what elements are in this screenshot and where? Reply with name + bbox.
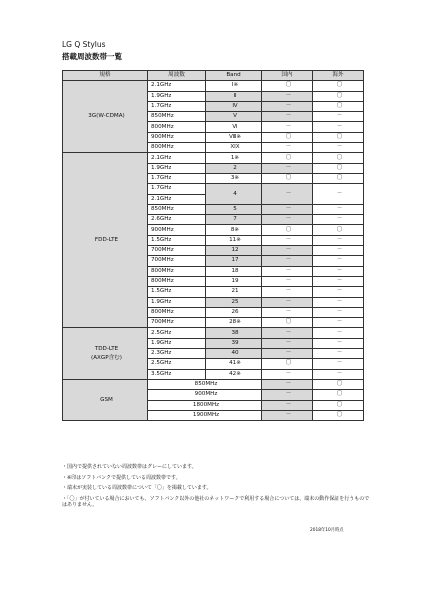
frequency-cell: 1.5GHz bbox=[148, 235, 206, 245]
domestic-cell: － bbox=[262, 143, 313, 153]
band-cell: 25 bbox=[206, 297, 262, 307]
band-cell: 2 bbox=[206, 163, 262, 173]
overseas-cell: 〇 bbox=[313, 153, 364, 163]
band-cell: Ⅴ bbox=[206, 112, 262, 122]
overseas-cell: － bbox=[313, 369, 364, 379]
frequency-cell: 1.9GHz bbox=[148, 338, 206, 348]
band-cell: 19 bbox=[206, 276, 262, 286]
domestic-cell: － bbox=[262, 215, 313, 225]
domestic-cell: － bbox=[262, 204, 313, 214]
note-3: ・端末が実装している周波数帯について「〇」を掲載しています。 bbox=[62, 485, 212, 491]
overseas-cell: 〇 bbox=[313, 379, 364, 389]
overseas-cell: － bbox=[313, 266, 364, 276]
frequency-cell: 1.7GHz bbox=[148, 101, 206, 111]
frequency-cell: 1.9GHz bbox=[148, 91, 206, 101]
standard-cell: 3G(W-CDMA) bbox=[63, 81, 148, 153]
domestic-cell: 〇 bbox=[262, 81, 313, 91]
band-cell: XIX bbox=[206, 143, 262, 153]
domestic-cell: － bbox=[262, 276, 313, 286]
band-cell: 38 bbox=[206, 328, 262, 338]
frequency-cell: 700MHz bbox=[148, 256, 206, 266]
band-cell: Ⅵ bbox=[206, 122, 262, 132]
domestic-cell: － bbox=[262, 266, 313, 276]
domestic-cell: － bbox=[262, 256, 313, 266]
band-cell: 4 bbox=[206, 184, 262, 205]
overseas-cell: － bbox=[313, 349, 364, 359]
domestic-cell: － bbox=[262, 369, 313, 379]
band-cell: Ⅳ bbox=[206, 101, 262, 111]
band-cell: 41※ bbox=[206, 359, 262, 369]
overseas-cell: － bbox=[313, 297, 364, 307]
frequency-cell: 1.7GHz bbox=[148, 184, 206, 194]
domestic-cell: － bbox=[262, 328, 313, 338]
header-overseas: 海外 bbox=[313, 71, 364, 81]
domestic-cell: 〇 bbox=[262, 173, 313, 183]
band-cell: 12 bbox=[206, 246, 262, 256]
band-cell: 11※ bbox=[206, 235, 262, 245]
frequency-cell: 1.9GHz bbox=[148, 297, 206, 307]
band-cell: 40 bbox=[206, 349, 262, 359]
table-row bbox=[63, 81, 364, 91]
domestic-cell: 〇 bbox=[262, 318, 313, 328]
domestic-cell: － bbox=[262, 101, 313, 111]
domestic-cell: － bbox=[262, 184, 313, 205]
domestic-cell: － bbox=[262, 410, 313, 420]
band-cell: 17 bbox=[206, 256, 262, 266]
frequency-cell: 700MHz bbox=[148, 318, 206, 328]
domestic-cell: － bbox=[262, 307, 313, 317]
overseas-cell: 〇 bbox=[313, 132, 364, 142]
frequency-cell: 850MHz bbox=[148, 204, 206, 214]
frequency-cell: 3.5GHz bbox=[148, 369, 206, 379]
domestic-cell: － bbox=[262, 235, 313, 245]
frequency-cell: 2.5GHz bbox=[148, 328, 206, 338]
band-cell: 5 bbox=[206, 204, 262, 214]
band-cell: 42※ bbox=[206, 369, 262, 379]
frequency-cell: 900MHz bbox=[148, 390, 262, 400]
standard-cell: GSM bbox=[63, 379, 148, 420]
overseas-cell: － bbox=[313, 122, 364, 132]
frequency-cell: 800MHz bbox=[148, 143, 206, 153]
frequency-cell: 2.3GHz bbox=[148, 349, 206, 359]
band-cell: 26 bbox=[206, 307, 262, 317]
note-2: ・※印はソフトバンクで提供している周波数帯です。 bbox=[62, 474, 181, 481]
frequency-cell: 1.7GHz bbox=[148, 173, 206, 183]
overseas-cell: － bbox=[313, 235, 364, 245]
table-row bbox=[63, 153, 364, 163]
overseas-cell: 〇 bbox=[313, 410, 364, 420]
overseas-cell: 〇 bbox=[313, 400, 364, 410]
band-cell: Ⅷ※ bbox=[206, 132, 262, 142]
domestic-cell: － bbox=[262, 122, 313, 132]
frequency-cell: 2.6GHz bbox=[148, 215, 206, 225]
overseas-cell: 〇 bbox=[313, 101, 364, 111]
overseas-cell: － bbox=[313, 359, 364, 369]
domestic-cell: － bbox=[262, 390, 313, 400]
frequency-cell: 1.9GHz bbox=[148, 163, 206, 173]
frequency-cell: 900MHz bbox=[148, 132, 206, 142]
table-header-row bbox=[63, 71, 364, 81]
domestic-cell: － bbox=[262, 338, 313, 348]
frequency-band-table bbox=[62, 70, 364, 421]
frequency-cell: 850MHz bbox=[148, 112, 206, 122]
frequency-cell: 2.1GHz bbox=[148, 81, 206, 91]
domestic-cell: － bbox=[262, 112, 313, 122]
overseas-cell: － bbox=[313, 204, 364, 214]
domestic-cell: 〇 bbox=[262, 132, 313, 142]
document-title: LG Q Stylus bbox=[62, 40, 106, 49]
header-band: Band bbox=[206, 71, 262, 81]
band-cell: 3※ bbox=[206, 173, 262, 183]
frequency-cell: 1900MHz bbox=[148, 410, 262, 420]
frequency-cell: 2.1GHz bbox=[148, 153, 206, 163]
domestic-cell: － bbox=[262, 163, 313, 173]
table-row bbox=[63, 328, 364, 338]
note-4: ・「〇」が付いている場合においても、ソフトバンク以外の他社のネットワークで利用する場合については、端末の動作保証を行うものではありません。 bbox=[62, 495, 370, 508]
overseas-cell: － bbox=[313, 256, 364, 266]
header-standard: 規格 bbox=[63, 71, 148, 81]
domestic-cell: 〇 bbox=[262, 359, 313, 369]
overseas-cell: － bbox=[313, 338, 364, 348]
overseas-cell: － bbox=[313, 215, 364, 225]
frequency-cell: 850MHz bbox=[148, 379, 262, 389]
domestic-cell: － bbox=[262, 297, 313, 307]
band-cell: 39 bbox=[206, 338, 262, 348]
frequency-cell: 2.1GHz bbox=[148, 194, 206, 204]
domestic-cell: 〇 bbox=[262, 153, 313, 163]
domestic-cell: － bbox=[262, 379, 313, 389]
overseas-cell: － bbox=[313, 143, 364, 153]
domestic-cell: － bbox=[262, 287, 313, 297]
frequency-cell: 900MHz bbox=[148, 225, 206, 235]
overseas-cell: － bbox=[313, 246, 364, 256]
domestic-cell: － bbox=[262, 400, 313, 410]
standard-cell: FDD-LTE bbox=[63, 153, 148, 328]
notes bbox=[62, 464, 372, 513]
overseas-cell: － bbox=[313, 112, 364, 122]
frequency-cell: 2.5GHz bbox=[148, 359, 206, 369]
domestic-cell: － bbox=[262, 91, 313, 101]
band-cell: 18 bbox=[206, 266, 262, 276]
overseas-cell: 〇 bbox=[313, 163, 364, 173]
as-of-date: 2018年10月時点 bbox=[310, 528, 344, 533]
band-cell: 28※ bbox=[206, 318, 262, 328]
table-row bbox=[63, 379, 364, 389]
document-subtitle: 搭載周波数帯一覧 bbox=[62, 52, 122, 61]
overseas-cell: － bbox=[313, 307, 364, 317]
frequency-cell: 800MHz bbox=[148, 276, 206, 286]
band-cell: 8※ bbox=[206, 225, 262, 235]
frequency-cell: 700MHz bbox=[148, 246, 206, 256]
domestic-cell: 〇 bbox=[262, 225, 313, 235]
band-cell: 1※ bbox=[206, 153, 262, 163]
overseas-cell: 〇 bbox=[313, 225, 364, 235]
overseas-cell: － bbox=[313, 328, 364, 338]
frequency-cell: 800MHz bbox=[148, 307, 206, 317]
overseas-cell: － bbox=[313, 276, 364, 286]
band-cell: I※ bbox=[206, 81, 262, 91]
overseas-cell: － bbox=[313, 318, 364, 328]
standard-cell: TDD-LTE (AXGP含む) bbox=[63, 328, 148, 379]
band-cell: 21 bbox=[206, 287, 262, 297]
band-cell: Ⅱ bbox=[206, 91, 262, 101]
domestic-cell: － bbox=[262, 246, 313, 256]
header-frequency: 周波数 bbox=[148, 71, 206, 81]
overseas-cell: 〇 bbox=[313, 81, 364, 91]
frequency-cell: 800MHz bbox=[148, 122, 206, 132]
frequency-cell: 1800MHz bbox=[148, 400, 262, 410]
header-domestic: 国内 bbox=[262, 71, 313, 81]
frequency-cell: 1.5GHz bbox=[148, 287, 206, 297]
overseas-cell: 〇 bbox=[313, 173, 364, 183]
overseas-cell: 〇 bbox=[313, 390, 364, 400]
overseas-cell: － bbox=[313, 287, 364, 297]
overseas-cell: － bbox=[313, 184, 364, 205]
frequency-cell: 800MHz bbox=[148, 266, 206, 276]
domestic-cell: － bbox=[262, 349, 313, 359]
note-1: ・国内で提供されていない周波数帯はグレーにしています。 bbox=[62, 464, 197, 470]
overseas-cell: 〇 bbox=[313, 91, 364, 101]
band-cell: 7 bbox=[206, 215, 262, 225]
